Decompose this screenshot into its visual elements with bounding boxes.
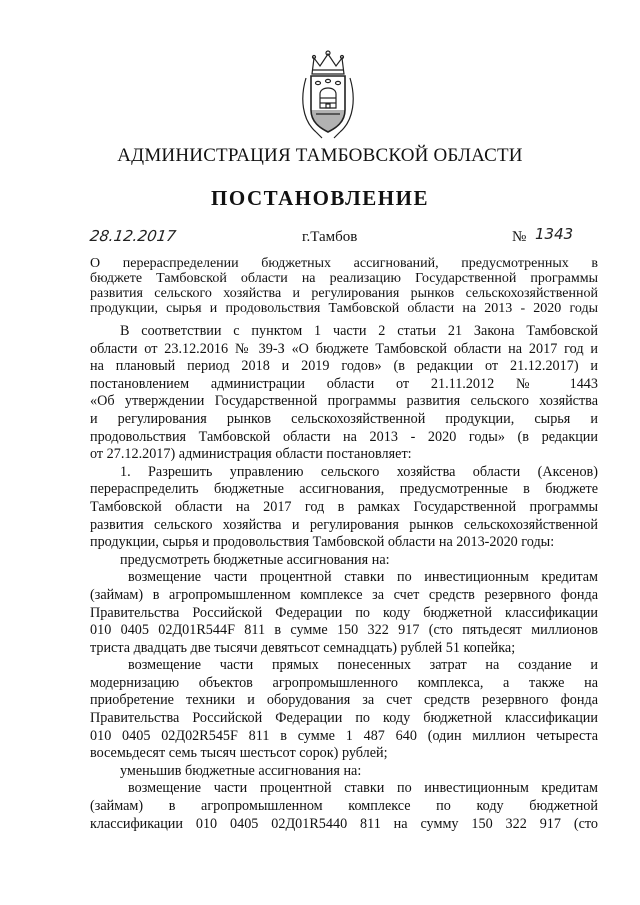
tambov-coat-of-arms-icon xyxy=(298,48,358,140)
document-date: 28.12.2017 xyxy=(88,227,178,245)
body-line: уменьшив бюджетные ассигнования на: xyxy=(120,762,362,779)
body-line: 010 0405 02Д01R544F 811 в сумме 150 322 917 (сто пятьдесят миллионов xyxy=(90,622,598,639)
body-line: продукции, сырья и продовольствия Тамбовской области на 2013-2020 годы: xyxy=(90,534,555,551)
body-line: возмещение части прямых понесенных затрат на создание и xyxy=(128,657,598,674)
body-line: постановлением администрации области от 21.11.2012 № 1443 xyxy=(90,375,598,392)
body-line: и регулирования рынков сельскохозяйственной продукции, сырья и xyxy=(90,410,598,427)
body-line: классификации 010 0405 02Д01R5440 811 на сумму 150 322 917 (сто xyxy=(90,815,598,832)
document-number-label: № xyxy=(512,229,527,245)
body-line: на плановый период 2018 и 2019 годов» (в редакции от 21.12.2017) и xyxy=(90,358,598,375)
body-line: триста двадцать две тысячи девятьсот семнадцать) рублей 51 копейка; xyxy=(90,639,516,656)
document-city: г.Тамбов xyxy=(302,229,358,245)
subject-line: продукции, сырья и продовольствия Тамбовской области на 2013 - 2020 годы xyxy=(90,301,598,316)
body-line: модернизацию объектов агропромышленного комплекса, а также на xyxy=(90,674,598,691)
subject-line: бюджете Тамбовской области на реализацию Государственной программы xyxy=(90,271,598,286)
body-line: Правительства Российской Федерации по коду бюджетной классификации xyxy=(90,604,598,621)
body-line: Правительства Российской Федерации по коду бюджетной классификации xyxy=(90,710,598,727)
body-line: возмещение части процентной ставки по инвестиционным кредитам xyxy=(128,780,598,797)
body-line: области от 23.12.2016 № 39-З «О бюджете Тамбовской области на 2017 год и xyxy=(90,340,598,357)
body-line: Тамбовской области на 2017 год в рамках Государственной программы xyxy=(90,498,598,515)
document-subject xyxy=(90,256,598,316)
document-type-title: ПОСТАНОВЛЕНИЕ xyxy=(211,186,429,210)
body-line: В соответствии с пунктом 1 части 2 статьи 21 Закона Тамбовской xyxy=(120,323,598,339)
document-body xyxy=(90,323,598,833)
document-number: 1343 xyxy=(535,225,574,243)
subject-line: развития сельского хозяйства и регулирования рынков сельскохозяйственной xyxy=(90,286,598,301)
body-line: развития сельского хозяйства и регулирования рынков сельскохозяйственной xyxy=(90,516,598,533)
subject-line: О перераспределении бюджетных ассигнований, предусмотренных в xyxy=(90,256,598,271)
body-line: (займам) в агропромышленном комплексе по коду бюджетной xyxy=(90,798,598,815)
body-line: возмещение части процентной ставки по инвестиционным кредитам xyxy=(128,569,598,586)
body-line: 010 0405 02Д02R545F 811 в сумме 1 487 640 (один миллион четыреста xyxy=(90,727,598,744)
body-line: перераспределить бюджетные ассигнования, предусмотренные в бюджете xyxy=(90,481,598,498)
body-line: от 27.12.2017) администрация области постановляет: xyxy=(90,446,412,463)
body-line: «Об утверждении Государственной программы развития сельского хозяйства xyxy=(90,393,598,410)
body-line: (займам) в агропромышленном комплексе за счет средств резервного фонда xyxy=(90,586,598,603)
body-line: приобретение техники и оборудования за счет средств резервного фонда xyxy=(90,692,598,709)
body-line: 1. Разрешить управлению сельского хозяйства области (Аксенов) xyxy=(120,463,598,480)
body-line: продовольствия Тамбовской области на 2013 - 2020 годы» (в редакции xyxy=(90,428,598,445)
organization-name: АДМИНИСТРАЦИЯ ТАМБОВСКОЙ ОБЛАСТИ xyxy=(117,145,523,166)
body-line: предусмотреть бюджетные ассигнования на: xyxy=(120,551,390,568)
body-line: восемьдесят семь тысяч шестьсот сорок) рублей; xyxy=(90,745,388,762)
